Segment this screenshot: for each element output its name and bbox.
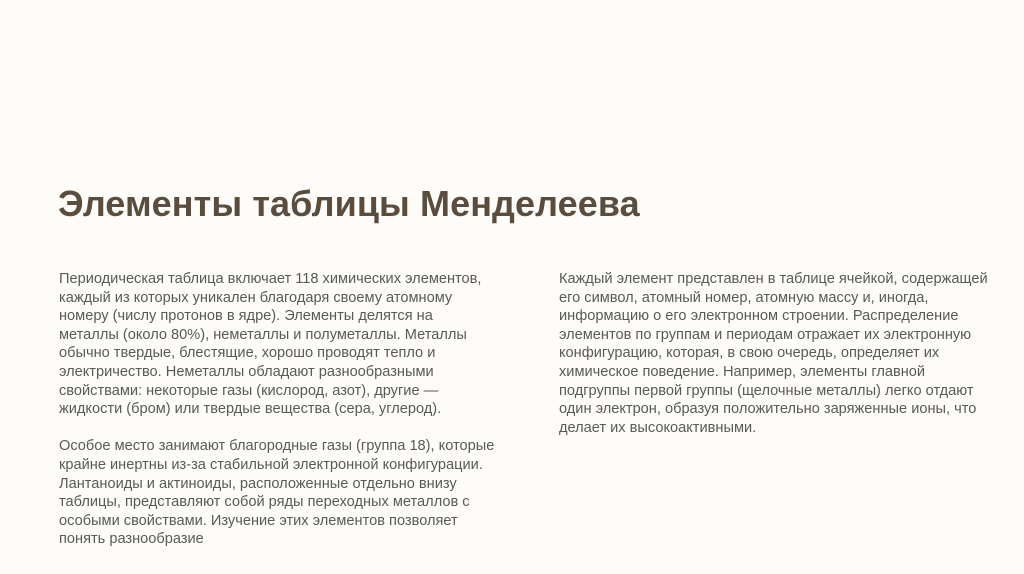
- paragraph-noble-gases: Особое место занимают благородные газы (группа 18), которые крайне инертны из-за стабильной электронной конфигурации. Лантаноиды и актиноиды, расположенные отдельно внизу таблицы, представляют собой ряды переходных металлов с особыми свойствами. Изучение этих элементов позволяет понять разнообразие: [59, 438, 495, 548]
- paragraph-element-cells: Каждый элемент представлен в таблице ячейкой, содержащей его символ, атомный номер, атомную массу и, иногда, информацию о его электронном строении. Распределение элементов по группам и периодам отражает их электронную конфигурацию, которая, в свою очередь, определяет их химическое поведение. Например, элементы главной подгруппы первой группы (щелочные металлы) легко отдают один электрон, образуя положительно заряженные ионы, что делает их высокоактивными.: [559, 271, 988, 436]
- left-text-column: [59, 270, 495, 568]
- paragraph-periodic-table-overview: Периодическая таблица включает 118 химических элементов, каждый из которых уникален благодаря своему атомному номеру (числу протонов в ядре). Элементы делятся на металлы (около 80%), неметаллы и полуметаллы. Металлы обычно твердые, блестящие, хорошо проводят тепло и электричество. Неметаллы обладают разнообразными свойствами: некоторые газы (кислород, азот), другие — жидкости (бром) или твердые вещества (сера, углерод).: [59, 271, 482, 418]
- right-text-column: [559, 270, 999, 456]
- slide-title: Элементы таблицы Менделеева: [58, 183, 640, 224]
